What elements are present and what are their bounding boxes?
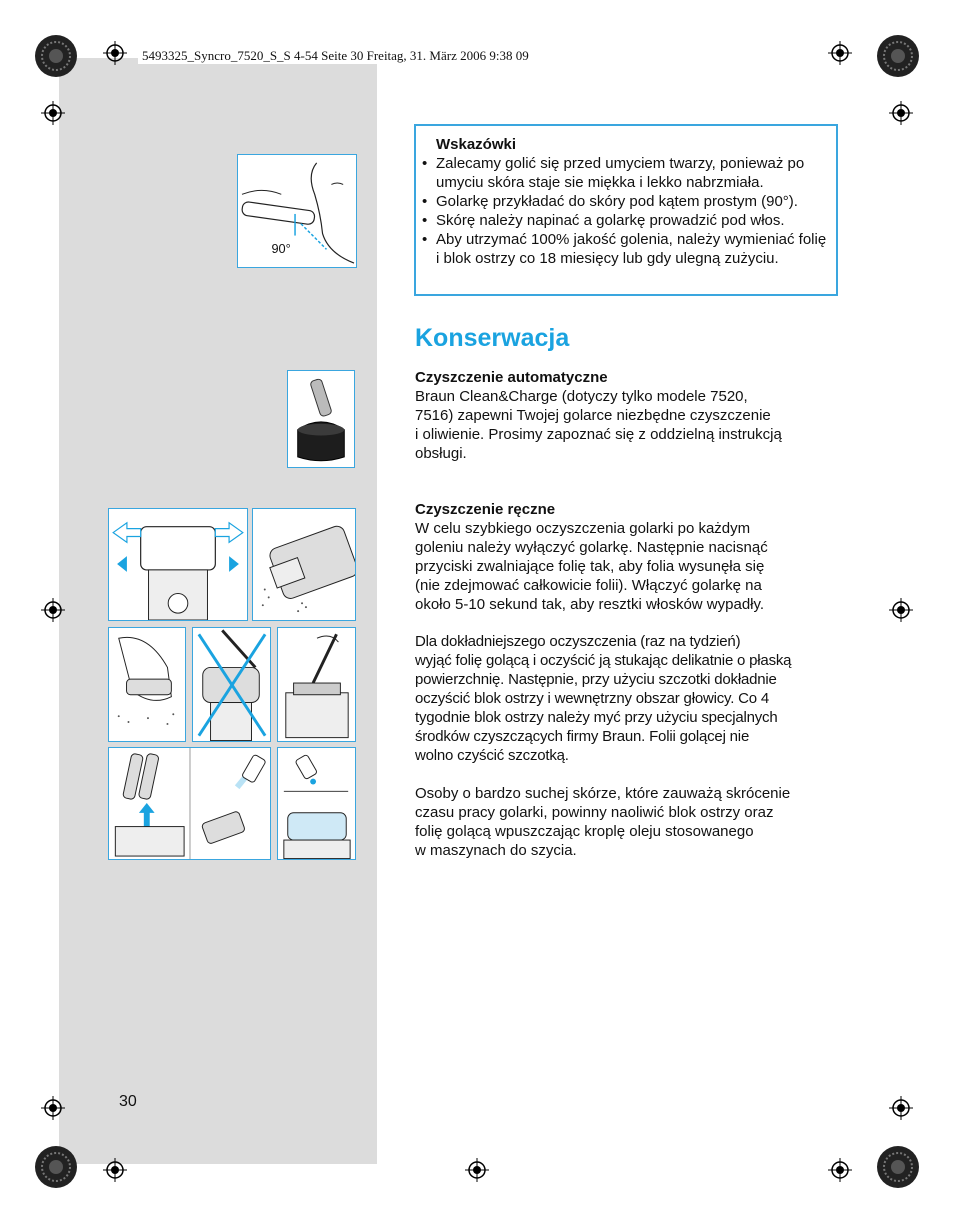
auto-clean-body: Braun Clean&Charge (dotyczy tylko modele 7520, 7516) zapewni Twojej golarce niezbędne czyszczenie i oliwienie. Prosimy zapoznać się z oddzielną instrukcją obsługi. xyxy=(415,388,782,462)
manual-clean-block xyxy=(415,500,840,614)
angle-label: 90° xyxy=(271,241,291,257)
color-wheel-mark-icon xyxy=(34,34,78,78)
oil-cutter-block-illustration xyxy=(108,747,271,860)
tip-item: • Aby utrzymać 100% jakość golenia, należy wymieniać folię i blok ostrzy co 18 miesięcy lub gdy ulegną zużyciu. xyxy=(422,230,830,268)
tap-out-hairs-illustration xyxy=(252,508,356,621)
print-header: 5493325_Syncro_7520_S_S 4-54 Seite 30 Freitag, 31. März 2006 9:38 09 xyxy=(138,48,533,64)
color-wheel-mark-icon xyxy=(34,1145,78,1189)
registration-mark-icon xyxy=(828,1158,852,1182)
auto-clean-block xyxy=(415,368,840,463)
dry-skin-body: Osoby o bardzo suchej skórze, które zauważą skrócenie czasu pracy golarki, powinny naoliwić blok ostrzy oraz folię golącą wpuszczając kroplę oleju stosowanego w maszynach do szycia. xyxy=(415,785,791,859)
registration-mark-icon xyxy=(41,1096,65,1120)
registration-mark-icon xyxy=(41,598,65,622)
shaving-angle-illustration xyxy=(237,154,357,268)
tips-title: Wskazówki xyxy=(436,136,517,153)
registration-mark-icon xyxy=(41,101,65,125)
registration-mark-icon xyxy=(103,1158,127,1182)
section-title: Konserwacja xyxy=(415,324,570,352)
brush-cutter-block-illustration xyxy=(277,627,356,742)
registration-mark-icon xyxy=(828,41,852,65)
weekly-clean-body: Dla dokładniejszego oczyszczenia (raz na tydzień) wyjąć folię golącą i oczyścić ją stukając delikatnie o płaską powierzchnię. Następnie, przy użyciu szczotki dokładnie oczyścić blok ostrzy i wewnętrzny obszar głowicy. Co 4 tygodnie blok ostrzy należy myć przy użyciu specjalnych środków czyszczących firmy Braun. Folii golącej nie wolno czyścić szczotką. xyxy=(415,633,792,764)
dry-skin-block xyxy=(415,784,840,860)
manual-clean-body: W celu szybkiego oczyszczenia golarki po każdym goleniu należy wyłączyć golarkę. Następnie nacisnąć przyciski zwalniające folię tak, aby folia wysunęła się (nie zdejmować całkowicie folii). Włączyć golarkę na około 5-10 sekund tak, aby resztki włosków wypadły. xyxy=(415,520,768,613)
registration-mark-icon xyxy=(103,41,127,65)
foil-release-illustration xyxy=(108,508,248,621)
tip-item: • Golarkę przykładać do skóry pod kątem prostym (90°). xyxy=(422,192,830,211)
tip-item: • Zalecamy golić się przed umyciem twarzy, ponieważ po umyciu skóra staje sie miękka i lekko nabrzmiała. xyxy=(422,154,830,192)
registration-mark-icon xyxy=(889,101,913,125)
registration-mark-icon xyxy=(465,1158,489,1182)
color-wheel-mark-icon xyxy=(876,34,920,78)
weekly-clean-block xyxy=(415,632,840,765)
oil-foil-illustration xyxy=(277,747,356,860)
registration-mark-icon xyxy=(889,1096,913,1120)
tap-foil-illustration xyxy=(108,627,186,742)
tips-box xyxy=(414,124,838,296)
clean-charge-station-illustration xyxy=(287,370,355,468)
tip-item: • Skórę należy napinać a golarkę prowadzić pod włos. xyxy=(422,211,830,230)
tips-list xyxy=(422,154,830,268)
auto-clean-heading: Czyszczenie automatyczne xyxy=(415,369,608,386)
manual-clean-heading: Czyszczenie ręczne xyxy=(415,501,556,518)
color-wheel-mark-icon xyxy=(876,1145,920,1189)
registration-mark-icon xyxy=(889,598,913,622)
do-not-brush-foil-illustration xyxy=(192,627,271,742)
page-number: 30 xyxy=(119,1093,137,1110)
